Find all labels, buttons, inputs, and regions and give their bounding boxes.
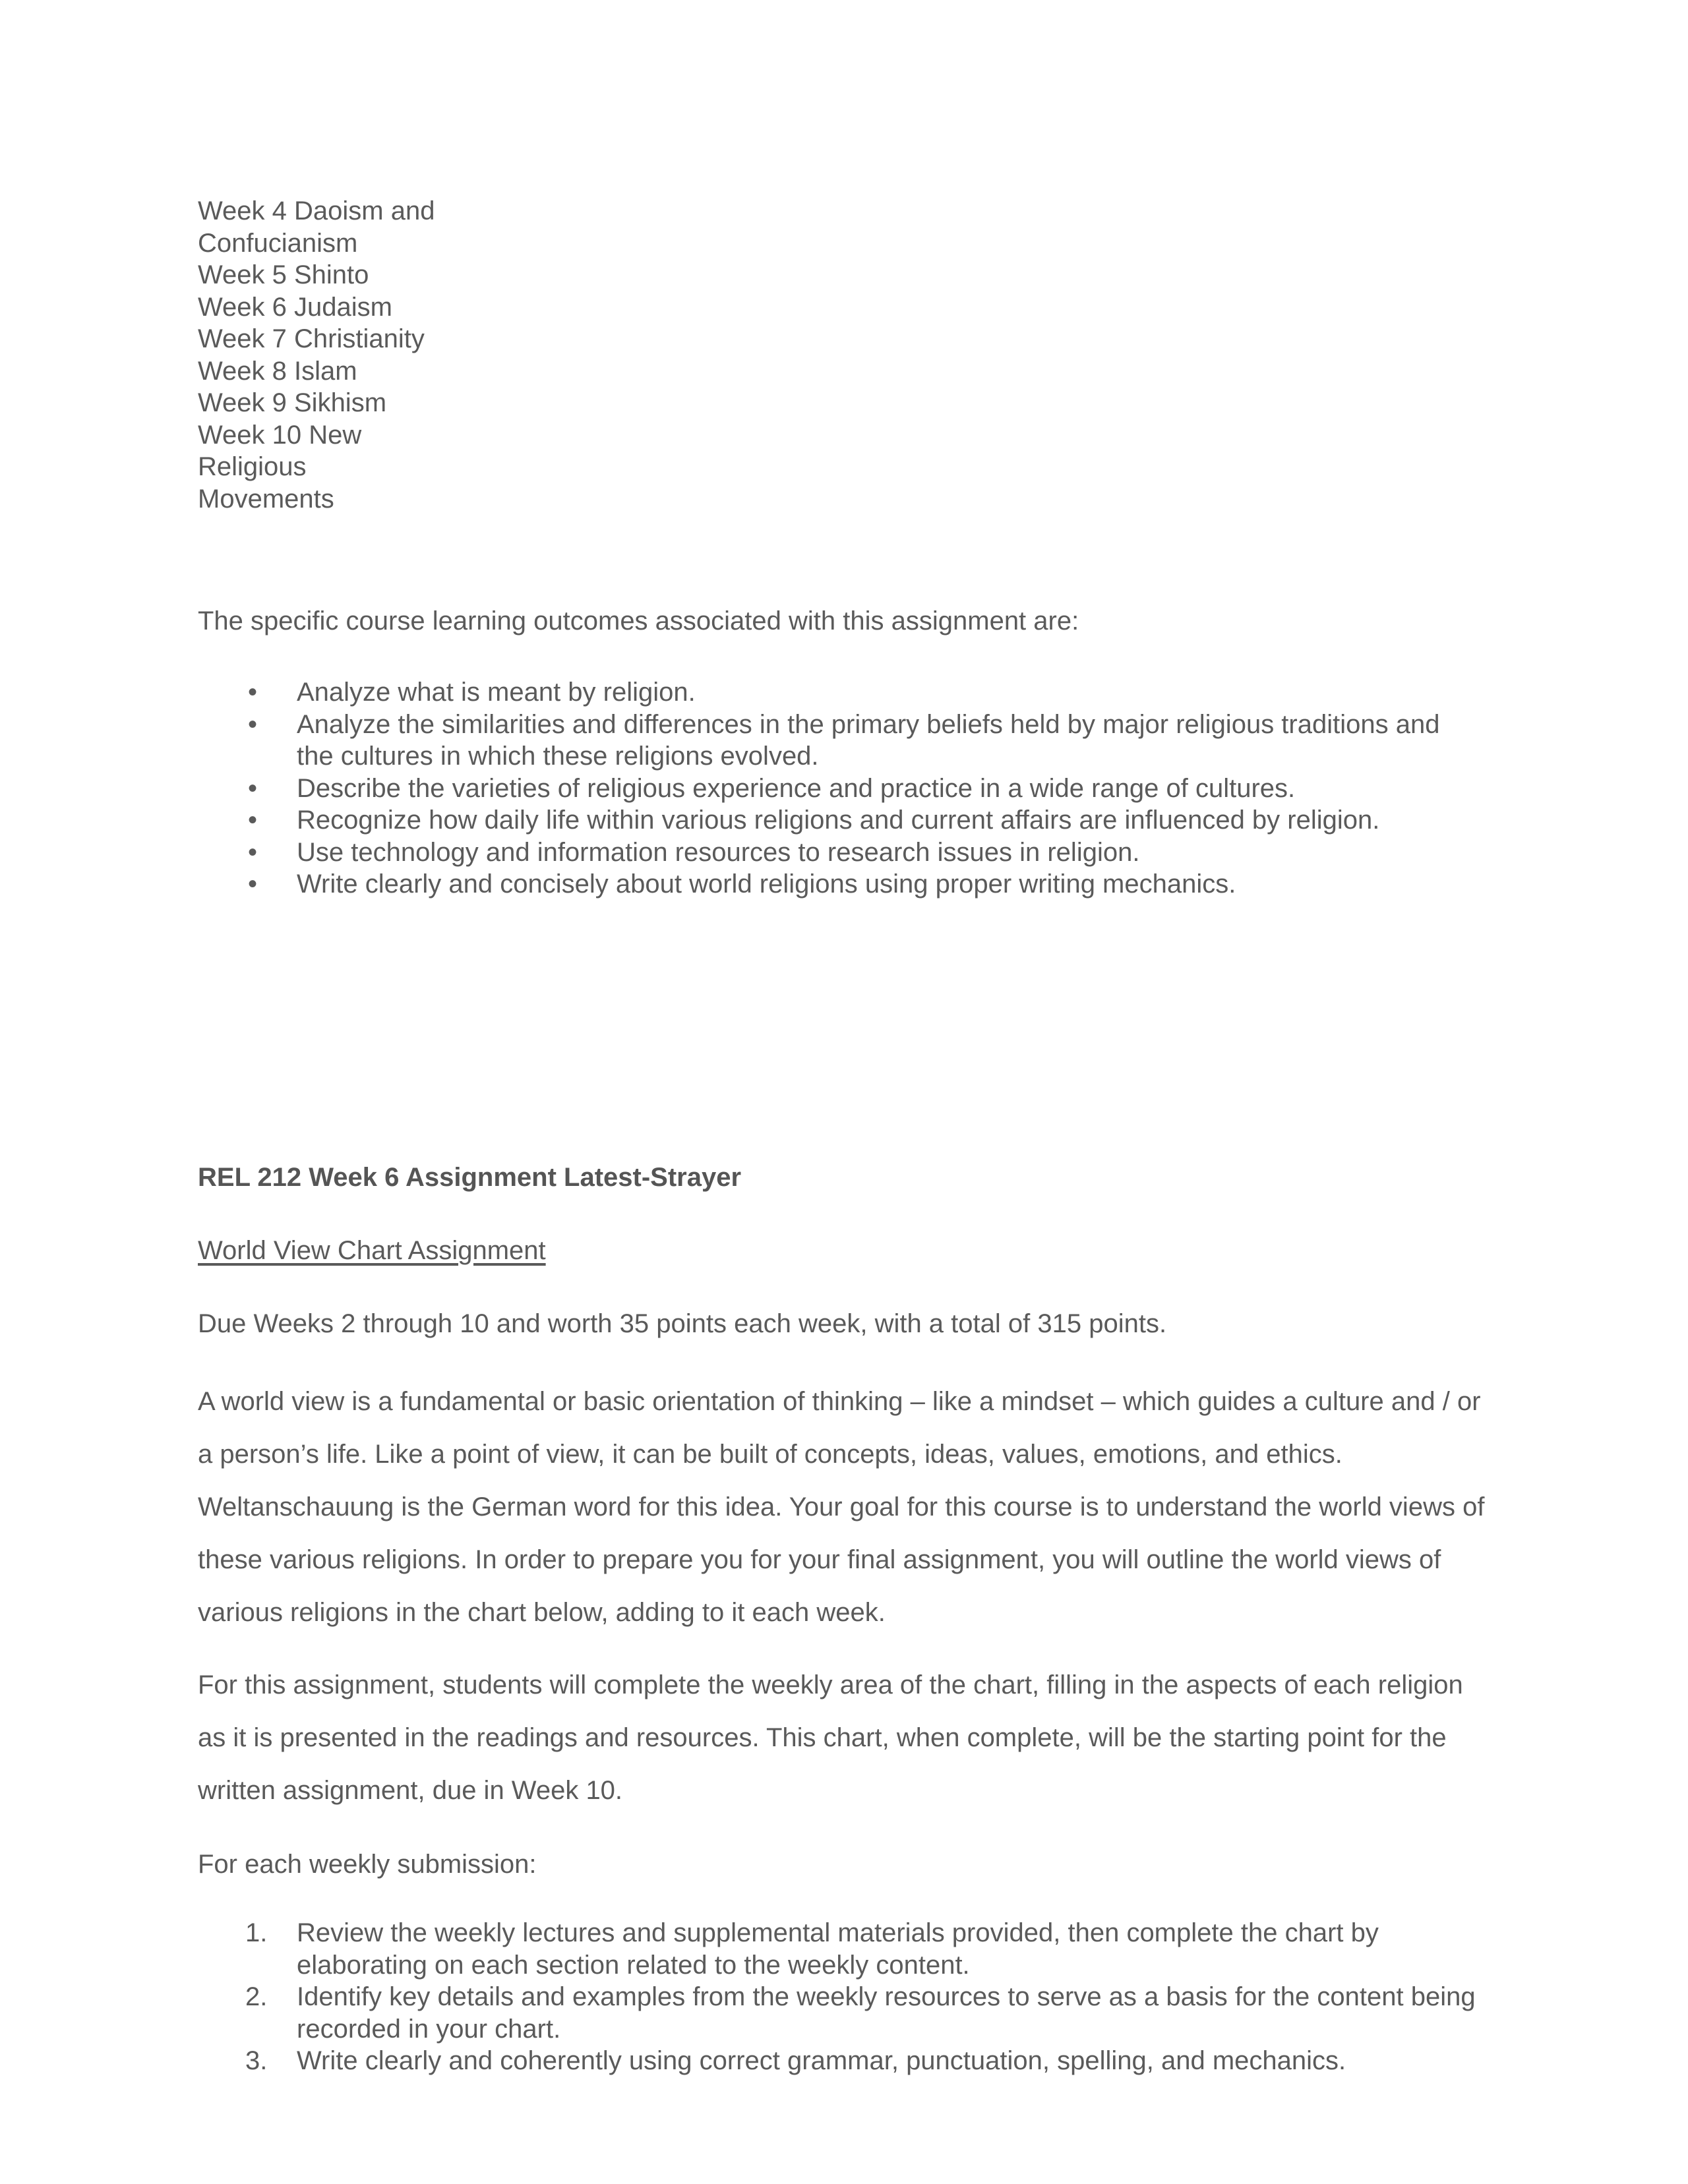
assignment-paragraph: For this assignment, students will complete the weekly area of the chart, filling in the aspects of each religion as it is presented in the readings and resources. This chart, when complete, will be the starting point for the written assignment, due in Week 10. (198, 1670, 1463, 1805)
week-list-line: Movements (198, 484, 334, 514)
outcome-text: Use technology and information resources to research issues in religion. (297, 837, 1140, 867)
bullet-icon: • (248, 709, 258, 739)
outcomes-intro: The specific course learning outcomes associated with this assignment are: (198, 606, 1079, 635)
learning-outcomes-list (198, 676, 1477, 900)
outcome-text: Analyze the similarities and differences in the primary beliefs held by major religious traditions and the cultures in which these religions evolved. (297, 709, 1440, 771)
assignment-subheading: World View Chart Assignment (198, 1236, 546, 1265)
step-text: Identify key details and examples from the weekly resources to serve as a basis for the content being recorded in your chart. (297, 1982, 1476, 2044)
step-item (198, 1981, 1477, 2045)
bullet-icon: • (248, 837, 258, 867)
week-list-line: Confucianism (198, 228, 358, 258)
outcome-item (198, 676, 1477, 709)
step-number: 2. (245, 1982, 268, 2011)
bullet-icon: • (248, 806, 258, 835)
week-list-line: Week 5 Shinto (198, 260, 369, 289)
week-list-line: Week 10 New (198, 420, 362, 450)
outcome-item (198, 773, 1477, 805)
outcome-text: Write clearly and concisely about world religions using proper writing mechanics. (297, 870, 1236, 899)
week-list-line: Week 9 Sikhism (198, 388, 387, 417)
outcome-item (198, 868, 1477, 900)
submission-steps-list (198, 1917, 1477, 2077)
world-view-paragraph: A world view is a fundamental or basic orientation of thinking – like a mindset – which guides a culture and / or a person’s life. Like a point of view, it can be built of concepts, ideas, values, emotions, and ethics. Weltanschauung is the German word for this idea. Your goal for this course is to understand the world views of these various religions. In order to prepare you for your final assignment, you will outline the world views of various religions in the chart below, adding to it each week. (198, 1387, 1485, 1627)
week-list-line: Week 8 Islam (198, 356, 357, 386)
outcome-text: Recognize how daily life within various religions and current affairs are influenced by religion. (297, 806, 1380, 835)
week-list-line: Week 7 Christianity (198, 324, 425, 353)
due-statement: Due Weeks 2 through 10 and worth 35 points each week, with a total of 315 points. (198, 1309, 1167, 1338)
bullet-icon: • (248, 678, 258, 707)
week-list (198, 195, 1490, 515)
outcome-item (198, 804, 1477, 837)
week-list-line: Week 6 Judaism (198, 292, 392, 322)
step-item (198, 2045, 1477, 2077)
assignment-heading: REL 212 Week 6 Assignment Latest-Strayer (198, 1163, 742, 1192)
bullet-icon: • (248, 773, 258, 803)
step-text: Review the weekly lectures and supplemental materials provided, then complete the chart by elaborating on each section related to the weekly content. (297, 1918, 1379, 1980)
step-number: 3. (245, 2046, 268, 2075)
document-page (198, 195, 1490, 2075)
week-list-line: Religious (198, 452, 307, 481)
outcome-text: Describe the varieties of religious experience and practice in a wide range of cultures. (297, 773, 1296, 803)
step-text: Write clearly and coherently using correct grammar, punctuation, spelling, and mechanics. (297, 2046, 1346, 2075)
submission-intro: For each weekly submission: (198, 1850, 537, 1879)
bullet-icon: • (248, 870, 258, 899)
outcome-item (198, 709, 1477, 773)
outcome-text: Analyze what is meant by religion. (297, 678, 696, 707)
step-item (198, 1917, 1477, 1981)
week-list-line: Week 4 Daoism and (198, 196, 435, 225)
step-number: 1. (245, 1918, 268, 1947)
outcome-item (198, 837, 1477, 869)
